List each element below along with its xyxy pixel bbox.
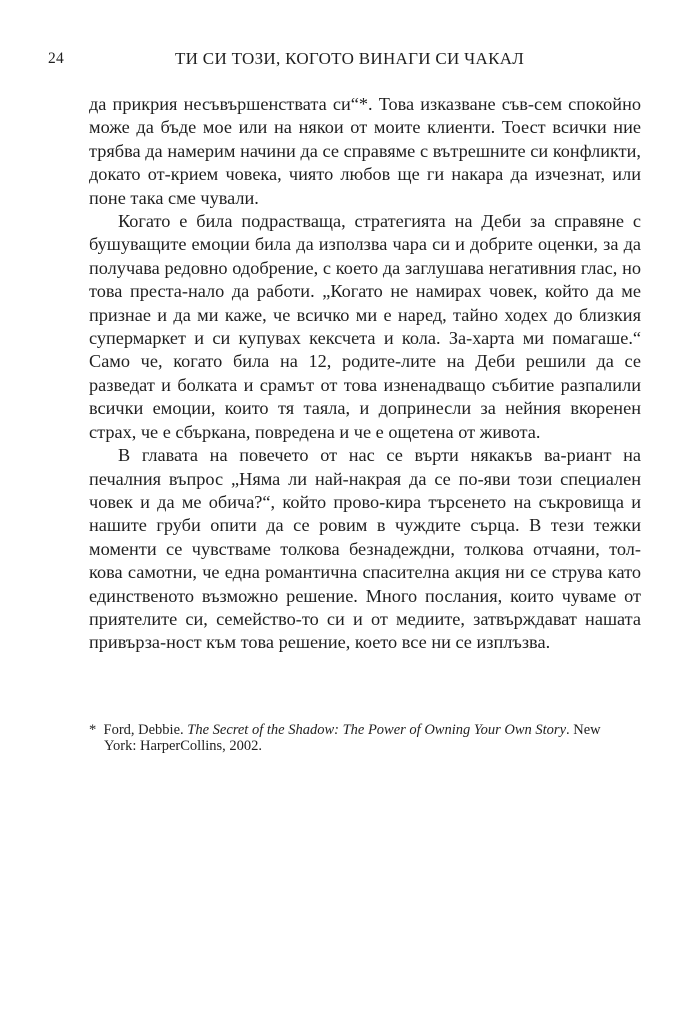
running-title: ТИ СИ ТОЗИ, КОГОТО ВИНАГИ СИ ЧАКАЛ [175, 49, 525, 68]
footnote-author: Ford, Debbie. [103, 722, 184, 738]
paragraph-debbie-strategy: Когато е била подрастваща, стратегията на Деби за справяне с бушуващите емоции била да използва чара си и добрите оценки, за да получава редовно одобрение, с което да заглушава негативния глас, но това преста-нало да работи. „Когато не намирах човек, който да ме признае и да ми каже, че всичко ми е наред, тайно ходех до близкия супермаркет и си купувах кексчета и кола. За-харта ми помагаше.“ Само че, когато била на 12, родите-лите на Деби решили да се разведат и болката и срамът от това изненадващо събитие разпалили всички емоции, които тя таяла, и допринесли за нейния вкоренен страх, че е сбъркана, повредена и че е ощетена от живота. [89, 211, 641, 442]
page-number: 24 [48, 50, 64, 67]
running-header [0, 47, 700, 71]
footnote-marker: * [89, 722, 97, 738]
paragraph-special-person: В главата на повечето от нас се върти някакъв ва-риант на печалния въпрос „Няма ли най-накрая да се по-яви този специален човек и да ме обича?“, който прово-кира търсенето на съкровища и нашите груби опити да се ровим в чуждите сърца. В тези тежки моменти се чувстваме толкова безнадеждни, толкова отчаяни, тол-кова самотни, че една романтична спасителна акция ни се струва като единственото възможно решение. Много послания, които чуваме от приятелите си, семейство-то си и от медиите, затвърждават нашата привърза-ност към това решение, което все ни се изплъзва. [89, 445, 641, 653]
footnote-book-title: The Secret of the Shadow: The Power of Owning Your Own Story [187, 722, 567, 738]
footnote [89, 723, 649, 754]
footnote-after-title: . New [566, 722, 601, 738]
paragraph-continuation: да прикрия несъвършенствата си“*. Това изказване съв-сем спокойно може да бъде мое или на някои от моите клиенти. Тоест всички ние трябва да намерим начини да се справяме с вътрешните си конфликти, докато от-крием човека, чиято любов ще ги накара да изчезнат, или поне така сме чували. [89, 94, 641, 208]
body-text [89, 93, 641, 655]
footnote-publisher: York: HarperCollins, 2002. [104, 737, 263, 754]
